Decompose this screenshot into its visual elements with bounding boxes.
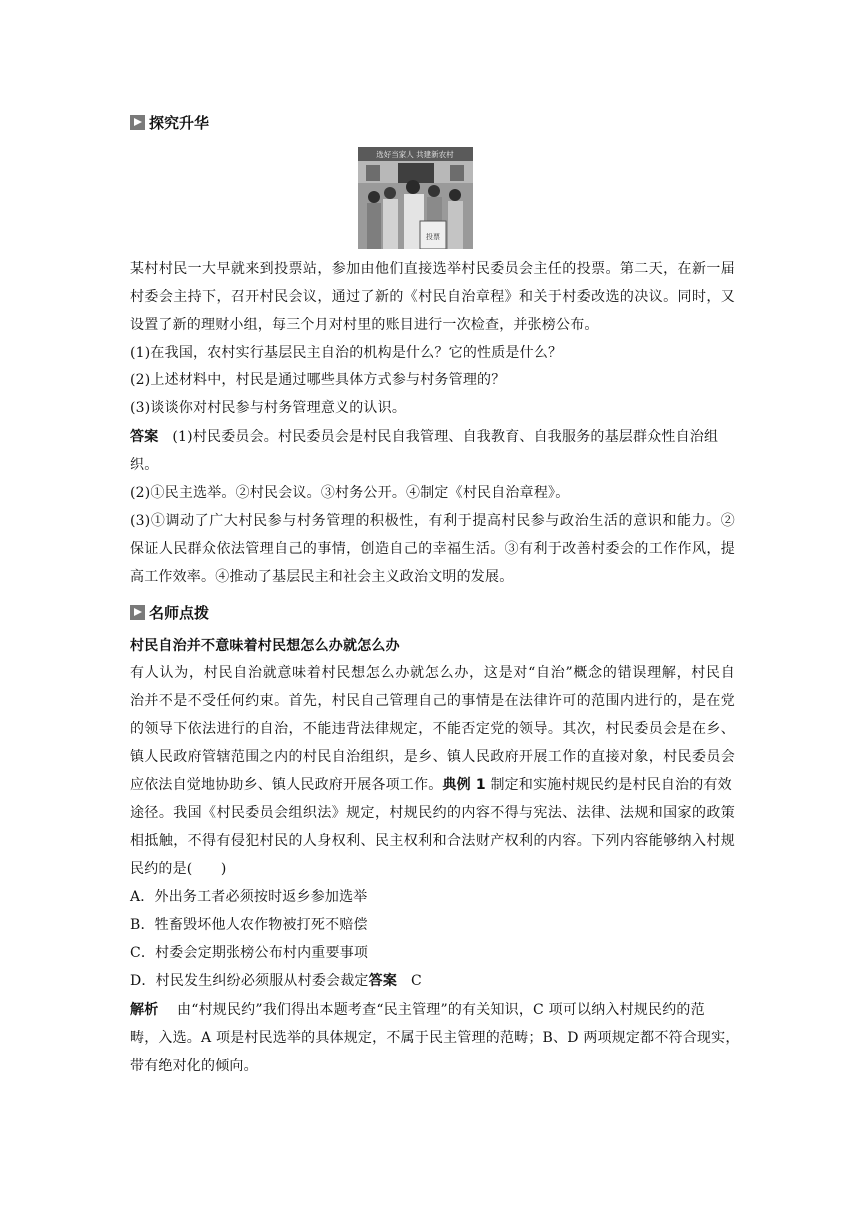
material-line-3: 设置了新的理财小组，每三个月对村里的账目进行一次检查，并张榜公布。: [130, 317, 599, 333]
tip-line-5-b: 制定和实施村规民约是村民自治的有效: [490, 777, 732, 793]
play-triangle-icon: [130, 115, 145, 130]
question-1: (1)在我国，农村实行基层民主自治的机构是什么？它的性质是什么？: [130, 345, 563, 361]
tip-line-3: 的领导下依法进行的自治，不能违背法律规定，不能否定党的领导。其次，村民委员会是在乡、: [130, 721, 735, 737]
play-triangle-icon: [130, 605, 145, 620]
analysis-text-1: 由“村规民约”我们得出本题考查“民主管理”的有关知识，C 项可以纳入村规民约的范: [177, 1002, 705, 1018]
option-b: B．牲畜毁坏他人农作物被打死不赔偿: [130, 917, 368, 933]
answer-line-3: (2)①民主选举。②村民会议。③村务公开。④制定《村民自治章程》。: [130, 485, 570, 501]
analysis-label: 解析: [130, 1002, 159, 1018]
section-heading-tips: [130, 602, 209, 622]
tip-line-4: 镇人民政府管辖范围之内的村民自治组织，是乡、镇人民政府开展工作的直接对象，村民委员会: [130, 749, 735, 765]
example-label: 典例 1: [442, 777, 486, 793]
analysis-line-2: 畴，入选。A 项是村民选举的具体规定，不属于民主管理的范畴；B、D 两项规定都不符合现实，: [130, 1030, 740, 1046]
answer-line-1: [130, 427, 735, 447]
tip-line-2: 治并不是不受任何约束。首先，村民自己管理自己的事情是在法律许可的范围内进行的，是在党: [130, 693, 735, 709]
tip-line-1: 有人认为，村民自治就意味着村民想怎么办就怎么办，这是对“自治”概念的错误理解，村民自: [130, 665, 735, 681]
tip-line-5-a: 应依法自觉地协助乡、镇人民政府开展各项工作。: [130, 777, 443, 793]
material-line-1: 某村村民一大早就来到投票站，参加由他们直接选举村民委员会主任的投票。第二天，在新一届: [130, 261, 735, 277]
analysis-line-1: [130, 1000, 735, 1020]
option-d-line: [130, 971, 735, 991]
tip-title: 村民自治并不意味着村民想怎么办就怎么办: [130, 638, 400, 654]
section-heading-text: 探究升华: [149, 113, 210, 132]
tip-line-5: [130, 775, 735, 795]
section-heading-text: 名师点拨: [149, 603, 210, 622]
section-heading-explore: [130, 112, 209, 132]
ballot-box-label: 投票: [426, 233, 440, 241]
tip-line-8: 民约的是( ): [130, 861, 227, 877]
answer-line-2: 织。: [130, 457, 159, 473]
tip-line-7: 相抵触，不得有侵犯村民的人身权利、民主权利和合法财产权利的内容。下列内容能够纳入村规: [130, 833, 735, 849]
answer-line-4: (3)①调动了广大村民参与村务管理的积极性，有利于提高村民参与政治生活的意识和能力。②: [130, 513, 735, 529]
material-line-2: 村委会主持下，召开村民会议，通过了新的《村民自治章程》和关于村委改选的决议。同时，又: [130, 289, 735, 305]
answer-line-6: 高工作效率。④推动了基层民主和社会主义政治文明的发展。: [130, 569, 514, 585]
option-a: A．外出务工者必须按时返乡参加选举: [130, 889, 368, 905]
voting-photo: [358, 147, 473, 249]
answer-label: 答案: [130, 429, 159, 445]
analysis-line-3: 带有绝对化的倾向。: [130, 1058, 258, 1074]
tip-line-6: 途径。我国《村民委员会组织法》规定，村规民约的内容不得与宪法、法律、法规和国家的政策: [130, 805, 735, 821]
photo-banner-text: 选好当家人 共建新农村: [376, 150, 454, 159]
answer-line-5: 保证人民群众依法管理自己的事情，创造自己的幸福生活。③有利于改善村委会的工作作风，提: [130, 541, 735, 557]
option-c: C．村委会定期张榜公布村内重要事项: [130, 945, 369, 961]
question-2: (2)上述材料中，村民是通过哪些具体方式参与村务管理的？: [130, 372, 506, 388]
answer-text-1: (1)村民委员会。村民委员会是村民自我管理、自我教育、自我服务的基层群众性自治组: [172, 429, 719, 445]
question-3: (3)谈谈你对村民参与村务管理意义的认识。: [130, 400, 407, 416]
answer2-value: C: [410, 973, 422, 989]
answer2-label: 答案: [368, 973, 398, 989]
option-d: D．村民发生纠纷必须服从村委会裁定: [130, 973, 369, 989]
